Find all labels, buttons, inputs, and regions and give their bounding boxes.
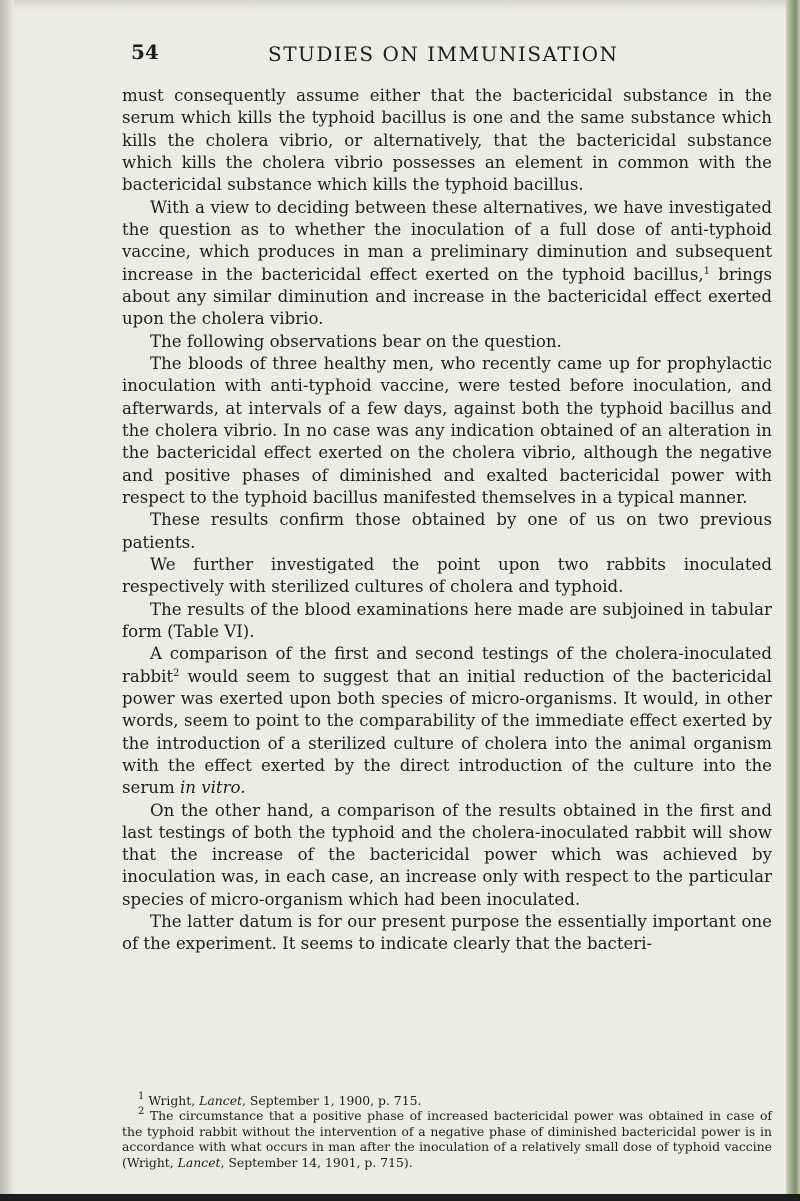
page-bottom-edge (0, 1194, 800, 1201)
paragraph-9: On the other hand, a comparison of the results obtained in the first and last testings of both the typhoid and the cholera-inoculated rabbit will show that the increase of the bactericidal power which was achieved by inoculation was, in each case, an increase only with respect to the particular species of micro-organism which had been inoculated. (122, 800, 772, 909)
running-head: STUDIES ON IMMUNISATION (268, 42, 619, 66)
footnotes (122, 1093, 772, 1170)
paragraph-5: These results confirm those obtained by one of us on two previous patients. (122, 510, 772, 552)
paragraph-2 (122, 197, 772, 331)
footnote-1-text-a: Wright, (144, 1093, 200, 1108)
footnote-1-number: 1 (138, 1091, 145, 1102)
paragraph-8-text-b: would seem to suggest that an initial reduction of the bactericidal power was exerted upon both species of micro-organisms. It would, in other words, seem to point to the comparability of the immediate effect exerted by the introduction of a sterilized culture of cholera into the animal organism with the effect exerted by the direct introduction of the culture into the serum (122, 666, 772, 798)
paragraph-2-text-b: brings about any similar diminution and increase in the bactericidal effect exerted upon the cholera vibrio. (122, 264, 772, 329)
footnote-2-text-b: September 14, 1901, p. 715). (224, 1154, 413, 1170)
paragraph-10: The latter datum is for our present purpose the essentially important one of the experiment. It seems to indicate clearly that the bacteri- (122, 912, 772, 954)
footnote-1-text-b: September 1, 1900, p. 715. (245, 1093, 422, 1108)
page-top-shadow (0, 0, 800, 10)
footnote-2-text-a: The circumstance that a positive phase of increased bactericidal power was obtained in case of the typhoid rabbit without the intervention of a negative phase of diminished bactericidal power is in accordance with what occurs in man after the inoculation of a relatively small dose of typhoid vaccine (Wright, (122, 1108, 772, 1170)
paragraph-3: The following observations bear on the question. (150, 331, 562, 351)
page-number: 54 (131, 40, 159, 64)
paragraph-8-italic: in vitro. (179, 778, 246, 798)
page-gutter-shadow (0, 0, 14, 1201)
paragraph-6: We further investigated the point upon two rabbits inoculated respectively with sterilized cultures of cholera and typhoid. (122, 554, 772, 597)
footnote-1-journal: Lancet, (199, 1093, 246, 1108)
paragraph-8-text-a: A comparison of the first and second testings of the cholera-inoculated rabbit (122, 644, 772, 686)
footnote-ref-1: 1 (703, 265, 711, 277)
footnote-2-number: 2 (138, 1106, 145, 1118)
paragraph-8 (122, 643, 772, 799)
body-text (122, 85, 772, 956)
paragraph-4: The bloods of three healthy men, who recently came up for prophylactic inoculation with anti-typhoid vaccine, were tested before inoculation, and afterwards, at intervals of a few days, against both the typhoid bacillus and the cholera vibrio. In no case was any indication obtained of an alteration in the bactericidal effect exerted on the cholera vibrio, although the negative and positive phases of diminished and exalted bactericidal power with respect to the typhoid bacillus manifested themselves in a typical manner. (122, 353, 772, 507)
paragraph-2-text-a: With a view to deciding between these alternatives, we have investigated the question as to whether the inoculation of a full dose of anti-typhoid vaccine, which produces in man a preliminary diminution and subsequent increase in the bactericidal effect exerted on the typhoid bacillus, (122, 197, 772, 284)
paragraph-1: must consequently assume either that the bactericidal substance in the serum which kills the typhoid bacillus is one and the same substance which kills the cholera vibrio, or alternatively, that the bactericidal substance which kills the cholera vibrio possesses an element in common with the bactericidal substance which kills the typhoid bacillus. (122, 86, 772, 195)
paragraph-7: The results of the blood examinations here made are subjoined in tabular form (Table VI). (122, 599, 772, 641)
footnote-1 (122, 1093, 772, 1108)
footnote-2 (122, 1108, 772, 1170)
footnote-ref-2: 2 (173, 667, 180, 679)
footnote-2-journal: Lancet, (177, 1154, 225, 1170)
book-edge (786, 0, 800, 1201)
